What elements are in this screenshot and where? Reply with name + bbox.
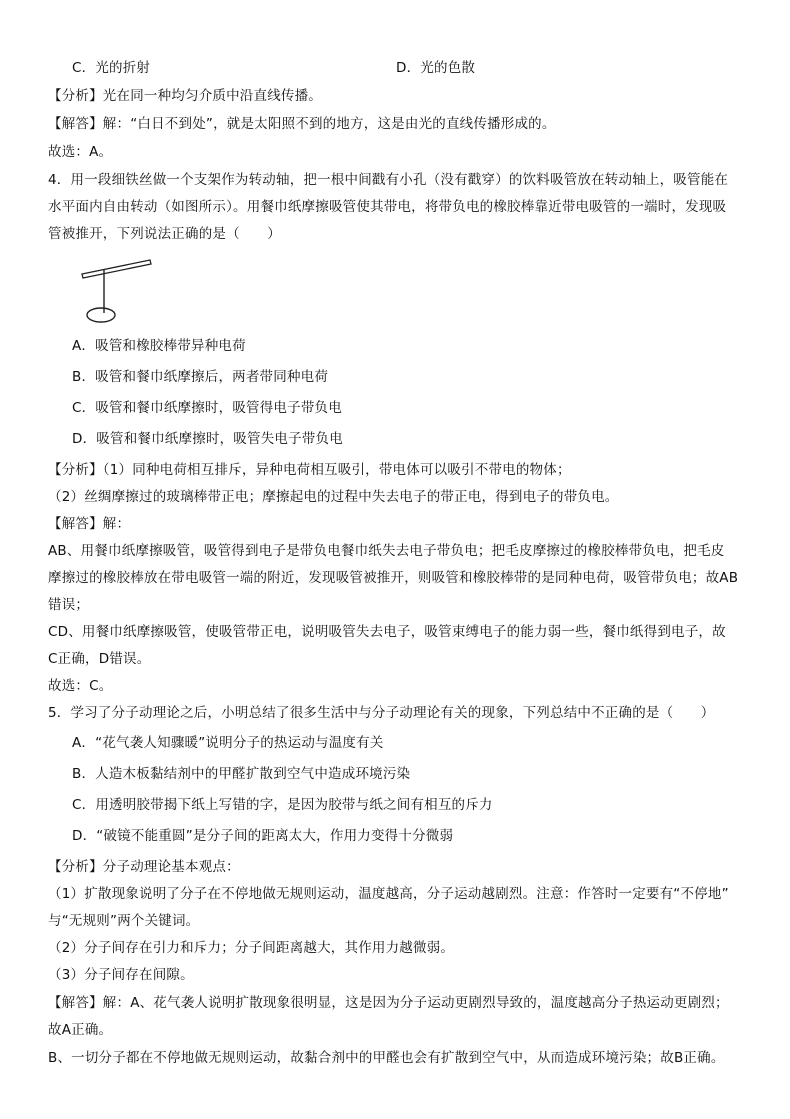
- q4-stem-line-1: 4．用一段细铁丝做一个支架作为转动轴，把一根中间戳有小孔（没有戳穿）的饮料吸管放在转动轴上，吸管能在: [48, 172, 729, 188]
- pivot-base: [87, 308, 115, 322]
- q4-stem-line-3: 管被推开，下列说法正确的是（ ）: [48, 226, 281, 242]
- q5-answer-line-2: 故A正确。: [48, 1022, 113, 1038]
- q5-answer-line-3: B、一切分子都在不停地做无规则运动，故黏合剂中的甲醛也会有扩散到空气中，从而造成环境污染；故B正确。: [48, 1050, 725, 1066]
- q5-analysis-line-1: （1）扩散现象说明了分子在不停地做无规则运动，温度越高，分子运动越剧烈。注意：作答时一定要有“不停地”: [48, 886, 729, 902]
- q5-option-b: B．人造木板黏结剂中的甲醛扩散到空气中造成环境污染: [72, 766, 411, 782]
- straw: [82, 260, 151, 278]
- q4-analysis-line-2: （2）丝绸摩擦过的玻璃棒带正电；摩擦起电的过程中失去电子的带正电，得到电子的带负电。: [48, 489, 619, 505]
- q4-answer-heading: 【解答】解：: [48, 516, 131, 532]
- q3-analysis: 【分析】光在同一种均匀介质中沿直线传播。: [48, 88, 322, 104]
- q5-option-c: C．用透明胶带揭下纸上写错的字，是因为胶带与纸之间有相互的斥力: [72, 797, 493, 813]
- q5-stem: 5．学习了分子动理论之后，小明总结了很多生活中与分子动理论有关的现象，下列总结中不正确的是（ ）: [48, 705, 715, 721]
- q4-option-c: C．吸管和餐巾纸摩擦时，吸管得电子带负电: [72, 400, 342, 416]
- q4-stem-line-2: 水平面内自由转动（如图所示）。用餐巾纸摩擦吸管使其带电，将带负电的橡胶棒靠近带电吸管的一端时，发现吸: [48, 199, 727, 215]
- q4-analysis-line-1: 【分析】（1）同种电荷相互排斥，异种电荷相互吸引，带电体可以吸引不带电的物体；: [48, 462, 571, 478]
- q3-option-d: D．光的色散: [396, 60, 476, 76]
- q4-answer-line-2: 摩擦过的橡胶棒放在带电吸管一端的附近，发现吸管被推开，则吸管和橡胶棒带的是同种电荷，吸管带负电；故AB: [48, 570, 739, 586]
- q3-option-c: C．光的折射: [72, 60, 151, 76]
- q5-analysis-line-3: （2）分子间存在引力和斥力；分子间距离越大，其作用力越微弱。: [48, 940, 455, 956]
- q5-answer-line-1: 【解答】解：A、花气袭人说明扩散现象很明显，这是因为分子运动更剧烈导致的，温度越高分子热运动更剧烈；: [48, 995, 729, 1011]
- q5-analysis-heading: 【分析】分子动理论基本观点：: [48, 859, 240, 875]
- q5-option-d: D．“破镜不能重圆”是分子间的距离太大，作用力变得十分微弱: [72, 828, 454, 844]
- q4-option-b: B．吸管和餐巾纸摩擦后，两者带同种电荷: [72, 369, 329, 385]
- q4-answer-line-5: C正确，D错误。: [48, 651, 151, 667]
- q5-analysis-line-2: 与“无规则”两个关键词。: [48, 913, 200, 929]
- q4-answer-line-1: AB、用餐巾纸摩擦吸管，吸管得到电子是带负电餐巾纸失去电子带负电；把毛皮摩擦过的橡胶棒带负电，把毛皮: [48, 543, 725, 559]
- q3-choice: 故选：A。: [48, 144, 113, 160]
- q5-analysis-line-4: （3）分子间存在间隙。: [48, 967, 194, 983]
- q5-option-a: A．“花气袭人知骤暖”说明分子的热运动与温度有关: [72, 735, 384, 751]
- q3-options-row: [0, 58, 790, 78]
- q4-option-d: D．吸管和餐巾纸摩擦时，吸管失电子带负电: [72, 431, 343, 447]
- q4-option-a: A．吸管和橡胶棒带异种电荷: [72, 338, 246, 354]
- q3-answer: 【解答】解：“白日不到处”，就是太阳照不到的地方，这是由光的直线传播形成的。: [48, 116, 556, 132]
- q4-answer-line-3: 错误；: [48, 597, 90, 613]
- straw-on-pivot-figure: [80, 254, 160, 328]
- q4-answer-line-4: CD、用餐巾纸摩擦吸管，使吸管带正电，说明吸管失去电子，吸管束缚电子的能力弱一些，餐巾纸得到电子，故: [48, 624, 726, 640]
- q4-choice: 故选：C。: [48, 678, 113, 694]
